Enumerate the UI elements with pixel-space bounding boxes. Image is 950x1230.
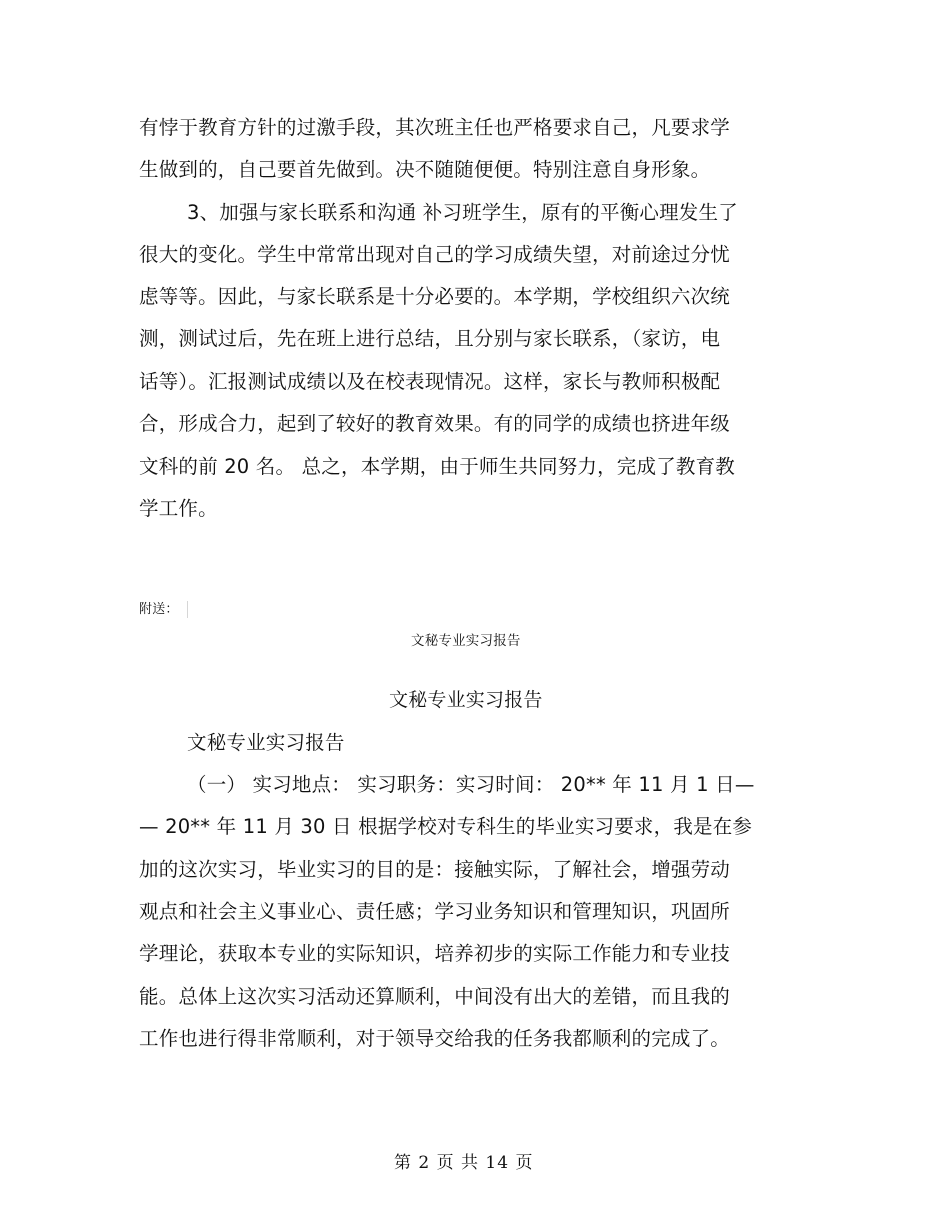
- paragraph-line-3: 3、加强与家长联系和沟通 补习班学生，原有的平衡心理发生了: [187, 201, 738, 224]
- paragraph-line-6: 测，测试过后，先在班上进行总结，且分别与家长联系，（家访，电: [139, 327, 721, 350]
- paragraph-line-8: 合，形成合力，起到了较好的教育效果。有的同学的成绩也挤进年级: [139, 412, 731, 435]
- report-line-4: 观点和社会主义事业心、责任感；学习业务知识和管理知识，巩固所: [139, 900, 731, 923]
- small-heading: 文秘专业实习报告: [411, 633, 521, 649]
- attachment-divider: [187, 601, 188, 618]
- paragraph-line-1: 有悖于教育方针的过激手段，其次班主任也严格要求自己，凡要求学: [139, 116, 731, 139]
- report-subtitle: 文秘专业实习报告: [187, 731, 345, 754]
- report-line-1: （一） 实习地点： 实习职务：实习时间： 20** 年 11 月 1 日—: [187, 773, 755, 796]
- page-footer: 第 2 页 共 14 页: [394, 1153, 534, 1173]
- report-line-5: 学理论，获取本专业的实际知识，培养初步的实际工作能力和专业技: [139, 942, 731, 965]
- report-title: 文秘专业实习报告: [389, 689, 543, 711]
- paragraph-line-9: 文科的前 20 名。 总之，本学期，由于师生共同努力，完成了教育教: [139, 455, 736, 478]
- paragraph-line-2: 生做到的，自己要首先做到。决不随随便便。特别注意自身形象。: [139, 158, 711, 181]
- paragraph-line-4: 很大的变化。学生中常常出现对自己的学习成绩失望，对前途过分忧: [139, 243, 731, 266]
- paragraph-line-5: 虑等等。因此，与家长联系是十分必要的。本学期，学校组织六次统: [139, 285, 731, 308]
- report-line-2: — 20** 年 11 月 30 日 根据学校对专科生的毕业实习要求，我是在参: [139, 815, 753, 838]
- report-line-7: 工作也进行得非常顺利，对于领导交给我的任务我都顺利的完成了。: [139, 1027, 731, 1050]
- attachment-label: 附送：: [139, 602, 179, 617]
- paragraph-line-7: 话等）。汇报测试成绩以及在校表现情况。这样，家长与教师积极配: [139, 370, 721, 393]
- paragraph-line-10: 学工作。: [139, 497, 218, 520]
- report-line-3: 加的这次实习，毕业实习的目的是：接触实际，了解社会，增强劳动: [139, 858, 731, 881]
- report-line-6: 能。总体上这次实习活动还算顺利，中间没有出大的差错，而且我的: [139, 985, 731, 1008]
